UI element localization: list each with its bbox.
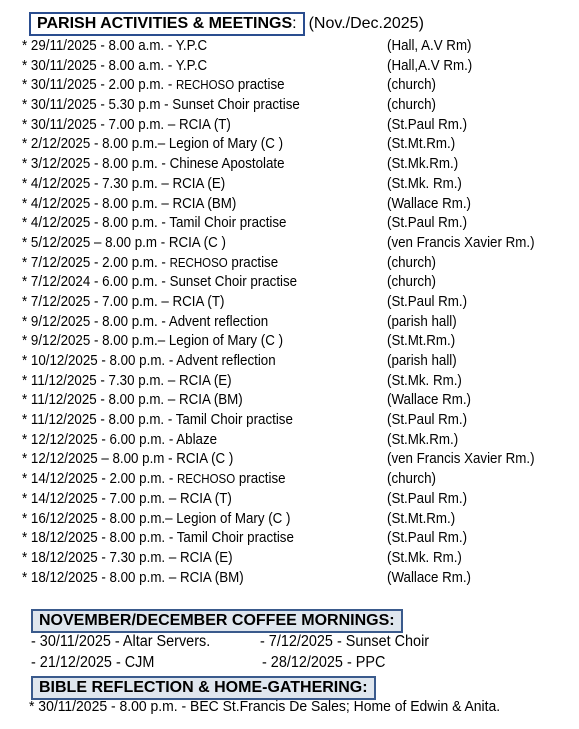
event-venue: (ven Francis Xavier Rm.) [387, 451, 535, 468]
event-row [22, 254, 572, 274]
activities-header-row [29, 12, 424, 36]
event-row [22, 135, 572, 155]
event-description [22, 57, 207, 77]
event-description [22, 96, 300, 116]
event-description [22, 529, 294, 549]
event-description [22, 155, 285, 175]
event-text: * 18/12/2025 - 8.00 p.m. – RCIA (BM) [22, 569, 244, 586]
bible-reflection-text: * 30/11/2025 - 8.00 p.m. - BEC St.Francis De Sales; Home of Edwin & Anita. [29, 698, 501, 715]
event-text-suffix: practise [234, 77, 285, 94]
event-text-suffix: practise [235, 471, 286, 488]
event-text: * 4/12/2025 - 7.30 p.m. – RCIA (E) [22, 175, 226, 192]
event-text: * 30/11/2025 - 7.00 p.m. – RCIA (T) [22, 116, 231, 133]
event-row [22, 510, 572, 530]
event-text: * 4/12/2025 - 8.00 p.m. - Tamil Choir practise [22, 215, 287, 232]
event-row [22, 313, 572, 333]
event-venue: (St.Mt.Rm.) [387, 510, 456, 527]
event-row [22, 57, 572, 77]
event-text: * 10/12/2025 - 8.00 p.m. - Advent reflection [22, 353, 276, 369]
event-row [22, 155, 572, 175]
event-venue: (ven Francis Xavier Rm.) [387, 234, 535, 251]
event-venue: (church) [387, 254, 436, 271]
event-description [22, 352, 276, 372]
event-venue: (St.Mk. Rm.) [387, 372, 462, 389]
event-venue: (parish hall) [387, 313, 457, 330]
event-row [22, 214, 572, 234]
event-text: * 14/12/2025 - 2.00 p.m. - [22, 471, 177, 488]
activities-title: PARISH ACTIVITIES & MEETINGS [37, 15, 293, 32]
event-venue: (Hall, A.V Rm) [387, 38, 472, 54]
event-text: * 12/12/2025 - 6.00 p.m. - Ablaze [22, 431, 218, 448]
event-venue: (Wallace Rm.) [387, 569, 472, 586]
event-row [22, 76, 572, 96]
event-row [22, 391, 572, 411]
event-venue: (Wallace Rm.) [387, 195, 472, 212]
event-description [22, 37, 207, 57]
event-venue: (St.Mt.Rm.) [387, 136, 456, 153]
event-text: * 11/12/2025 - 8.00 p.m. – RCIA (BM) [22, 392, 243, 409]
event-description [22, 116, 231, 136]
coffee-item: - 7/12/2025 - Sunset Choir [260, 633, 430, 650]
event-text: * 9/12/2025 - 8.00 p.m. - Advent reflection [22, 313, 269, 330]
event-text: * 4/12/2025 - 8.00 p.m. – RCIA (BM) [22, 195, 237, 212]
coffee-section [31, 609, 403, 633]
event-description [22, 569, 244, 589]
event-venue: (parish hall) [387, 353, 457, 369]
event-row [22, 372, 572, 392]
event-text: * 9/12/2025 - 8.00 p.m.– Legion of Mary (C ) [22, 333, 284, 350]
coffee-title-colon: : [389, 612, 395, 629]
event-text-suffix: practise [227, 254, 279, 271]
event-row [22, 96, 572, 116]
event-description [22, 391, 243, 411]
event-venue: (church) [387, 77, 436, 94]
event-venue: (St.Mt.Rm.) [387, 333, 456, 350]
event-text: * 18/12/2025 - 7.30 p.m. – RCIA (E) [22, 549, 233, 566]
event-row [22, 431, 572, 451]
event-group-name: RECHOSO [176, 472, 236, 487]
event-row [22, 529, 572, 549]
event-venue: (St.Mk. Rm.) [387, 175, 462, 192]
activities-title-colon: : [292, 15, 297, 32]
event-description [22, 313, 268, 333]
event-venue: (St.Paul Rm.) [387, 412, 468, 429]
event-text: * 7/12/2024 - 6.00 p.m. - Sunset Choir practise [22, 274, 298, 291]
event-venue: (St.Paul Rm.) [387, 293, 468, 310]
event-venue: (church) [387, 471, 436, 488]
event-row [22, 490, 572, 510]
event-row [22, 549, 572, 569]
event-venue: (St.Mk.Rm.) [387, 431, 459, 448]
event-row [22, 116, 572, 136]
event-row [22, 450, 572, 470]
event-text: * 7/12/2025 - 7.00 p.m. – RCIA (T) [22, 293, 225, 310]
event-description [22, 175, 225, 195]
bible-title: BIBLE REFLECTION & HOME-GATHERING: [39, 679, 368, 696]
event-row [22, 569, 572, 589]
event-description [22, 214, 286, 234]
event-description [22, 293, 224, 313]
activities-date-range: (Nov./Dec.2025) [308, 15, 424, 32]
event-text: * 30/11/2025 - 2.00 p.m. - [22, 77, 176, 94]
event-text: * 30/11/2025 - 8.00 a.m. - Y.P.C [22, 57, 208, 74]
event-description [22, 510, 290, 530]
event-row [22, 234, 572, 254]
event-text: * 18/12/2025 - 8.00 p.m. - Tamil Choir practise [22, 530, 294, 547]
event-description [22, 254, 278, 274]
event-description [22, 431, 217, 451]
event-venue: (St.Paul Rm.) [387, 530, 468, 547]
coffee-item: - 28/12/2025 - PPC [262, 654, 386, 671]
event-group-name: RECHOSO [169, 255, 228, 270]
event-description [22, 135, 283, 155]
event-row [22, 37, 572, 57]
event-row [22, 175, 572, 195]
event-description [22, 411, 293, 431]
event-text: * 29/11/2025 - 8.00 a.m. - Y.P.C [22, 38, 208, 54]
event-row [22, 352, 572, 372]
event-row [22, 273, 572, 293]
event-text: * 30/11/2025 - 5.30 p.m - Sunset Choir practise [22, 97, 300, 114]
coffee-title: NOVEMBER/DECEMBER COFFEE MORNINGS [39, 612, 390, 629]
coffee-title-box [31, 609, 403, 633]
event-row [22, 470, 572, 490]
event-description [22, 234, 226, 254]
event-venue: (St.Mk. Rm.) [387, 549, 462, 566]
event-text: * 16/12/2025 - 8.00 p.m.– Legion of Mary (C ) [22, 510, 291, 527]
event-venue: (St.Paul Rm.) [387, 490, 468, 507]
event-text: * 12/12/2025 – 8.00 p.m - RCIA (C ) [22, 451, 234, 468]
event-row [22, 293, 572, 313]
event-group-name: RECHOSO [175, 78, 235, 93]
event-description [22, 332, 283, 352]
activities-title-box [29, 12, 305, 36]
event-description [22, 273, 297, 293]
events-list [22, 37, 572, 588]
event-venue: (Hall,A.V Rm.) [387, 57, 473, 74]
event-text: * 2/12/2025 - 8.00 p.m.– Legion of Mary (C ) [22, 136, 284, 153]
event-description [22, 195, 236, 215]
event-venue: (church) [387, 97, 436, 114]
event-venue: (church) [387, 274, 436, 291]
coffee-item: - 21/12/2025 - CJM [31, 654, 155, 671]
event-venue: (St.Paul Rm.) [387, 215, 468, 232]
event-description [22, 470, 286, 490]
event-text: * 11/12/2025 - 7.30 p.m. – RCIA (E) [22, 372, 232, 389]
event-description [22, 372, 232, 392]
coffee-item: - 30/11/2025 - Altar Servers. [31, 633, 211, 650]
event-description [22, 490, 232, 510]
event-venue: (St.Mk.Rm.) [387, 156, 459, 173]
event-text: * 3/12/2025 - 8.00 p.m. - Chinese Apostolate [22, 156, 285, 173]
event-row [22, 411, 572, 431]
event-venue: (St.Paul Rm.) [387, 116, 468, 133]
event-description [22, 549, 233, 569]
event-text: * 11/12/2025 - 8.00 p.m. - Tamil Choir practise [22, 412, 293, 429]
event-description [22, 450, 233, 470]
event-text: * 7/12/2025 - 2.00 p.m. - [22, 254, 170, 271]
event-venue: (Wallace Rm.) [387, 392, 472, 409]
event-text: * 5/12/2025 – 8.00 p.m - RCIA (C ) [22, 234, 226, 251]
event-row [22, 195, 572, 215]
event-row [22, 332, 572, 352]
event-description [22, 76, 285, 96]
event-text: * 14/12/2025 - 7.00 p.m. – RCIA (T) [22, 490, 232, 507]
